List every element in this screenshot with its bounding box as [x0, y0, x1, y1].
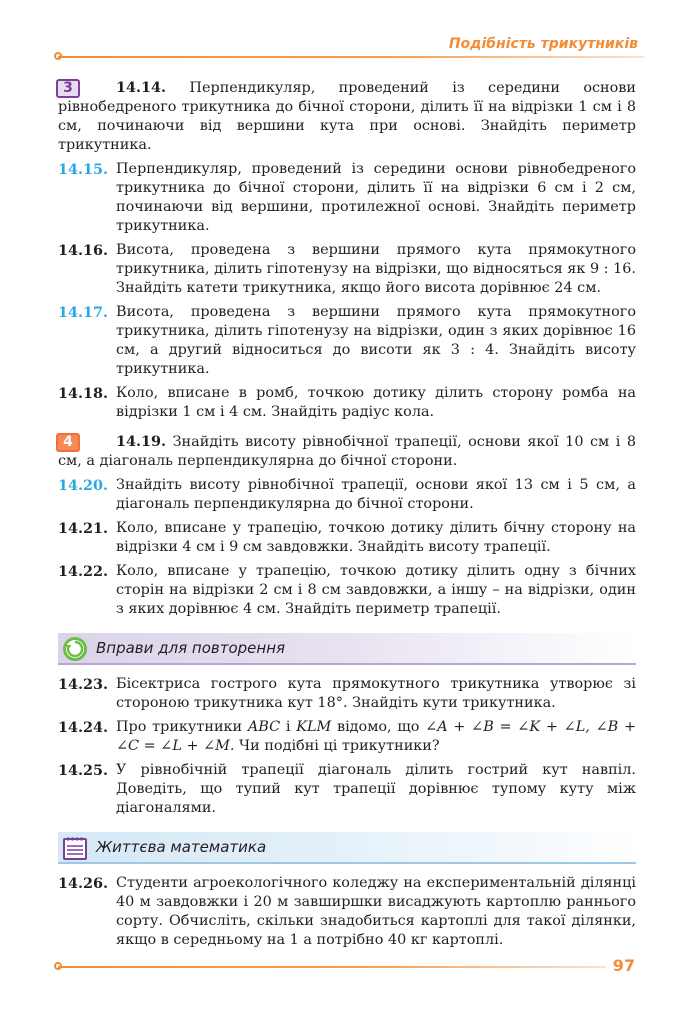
- problem-number: 14.21.: [58, 520, 109, 537]
- equation-2: ∠B + ∠C = ∠L + ∠M.: [116, 719, 637, 754]
- problem-number: 14.17.: [58, 304, 109, 321]
- section-banner-review: [58, 633, 636, 665]
- problem-text: Знайдіть висоту рівнобічної трапеції, основи якої 13 см і 5 см, а діагональ перпендикулярна до бічної сторони.: [116, 477, 636, 512]
- problem-text: Перпендикуляр, проведений із середини основи рівнобедреного трикутника до бічної сторони, ділить її на відрізки 1 см і 8 см, починаючи від вершини кута при основі. Знайдіть периметр трикутника.: [58, 80, 636, 153]
- level-4-badge: 4: [56, 433, 80, 452]
- problem-14-23: [58, 675, 636, 713]
- problem-text: Коло, вписане у трапецію, точкою дотику ділить бічну сторону на відрізки 4 см і 9 см завдовжки. Знайдіть висоту трапеції.: [116, 520, 636, 555]
- problem-number: 14.14.: [116, 79, 167, 96]
- level-3-badge: 3: [56, 79, 80, 98]
- problem-14-21: [58, 519, 636, 557]
- problem-text: Висота, проведена з вершини прямого кута прямокутного трикутника, ділить гіпотенузу на відрізки, один з яких дорівнює 16 см, а другий відноситься до висоти як 3 : 4. Знайдіть висоту трикутника.: [116, 304, 636, 377]
- problem-14-25: [58, 761, 636, 818]
- section-title: Життєва математика: [96, 838, 267, 856]
- problem-number: 14.25.: [58, 762, 109, 779]
- problem-number: 14.18.: [58, 385, 109, 402]
- problem-14-26: [58, 874, 636, 950]
- problem-text: У рівнобічній трапеції діагональ ділить гострий кут навпіл. Доведіть, що тупий кут трапеції дорівнює тупому куту між діагоналями.: [116, 762, 636, 816]
- problem-14-19: [58, 432, 636, 471]
- problem-14-22: [58, 562, 636, 619]
- footer-rule: [58, 966, 606, 968]
- problem-number: 14.22.: [58, 563, 109, 580]
- problem-14-17: [58, 303, 636, 379]
- section-title: Вправи для повторення: [96, 639, 286, 657]
- notebook-icon: [62, 835, 88, 861]
- problem-14-20: [58, 476, 636, 514]
- problem-14-18: [58, 384, 636, 422]
- problem-text: Коло, вписане в ромб, точкою дотику ділить сторону ромба на відрізки 1 см і 4 см. Знайдіть радіус кола.: [116, 385, 636, 420]
- problem-text: Висота, проведена з вершини прямого кута прямокутного трикутника, ділить гіпотенузу на відрізки, що відносяться як 9 : 16. Знайдіть катети трикутника, якщо його висота дорівнює 24 см.: [116, 242, 636, 296]
- repeat-cycle-icon: [62, 636, 88, 662]
- problem-text: Перпендикуляр, проведений із середини основи рівнобедреного трикутника до бічної сторони, ділить її на відрізки 6 см і 2 см, починаючи від вершини, протилежної основі. Знайдіть периметр трикутника.: [116, 161, 636, 234]
- problem-number: 14.23.: [58, 676, 109, 693]
- problem-number: 14.16.: [58, 242, 109, 259]
- problem-text: Коло, вписане у трапецію, точкою дотику ділить одну з бічних сторін на відрізки 2 см і 8 см завдовжки, а іншу – на відрізки, один з яких дорівнює 4 см. Знайдіть периметр трапеції.: [116, 563, 636, 617]
- problem-number: 14.20.: [58, 477, 109, 494]
- problem-number: 14.19.: [116, 433, 167, 450]
- running-header-title: Подібність трикутників: [448, 36, 638, 52]
- problem-number: 14.26.: [58, 875, 109, 892]
- problem-14-16: [58, 241, 636, 298]
- section-banner-life-math: [58, 832, 636, 864]
- problem-14-14: [58, 78, 636, 155]
- header-rule: [58, 56, 644, 58]
- problem-number: 14.24.: [58, 719, 109, 736]
- problem-text: Студенти агроекологічного коледжу на експериментальній ділянці 40 м завдовжки і 20 м завширшки висаджують картоплю раннього сорту. Обчисліть, скільки знадобиться картоплі для такої ділянки, якщо в середньому на 1 а потрібно 40 кг картоплі.: [116, 875, 636, 948]
- problem-text: Бісектриса гострого кута прямокутного трикутника утворює зі стороною трикутника кут 18°. Знайдіть кути трикутника.: [116, 676, 636, 711]
- page-number: 97: [612, 956, 635, 975]
- page-content: [58, 78, 636, 955]
- equation-1: ∠A + ∠B = ∠K + ∠L,: [425, 719, 590, 735]
- problem-number: 14.15.: [58, 161, 109, 178]
- problem-14-15: [58, 160, 636, 236]
- problem-text: Знайдіть висоту рівнобічної трапеції, основи якої 10 см і 8 см, а діагональ перпендикулярна до бічної сторони.: [58, 434, 637, 469]
- problem-14-24: 14.24. Про трикутники ABC і KLM відомо, що ∠A + ∠B = ∠K + ∠L, ∠B + ∠C = ∠L + ∠M. Чи подібні ці трикутники?: [58, 719, 637, 754]
